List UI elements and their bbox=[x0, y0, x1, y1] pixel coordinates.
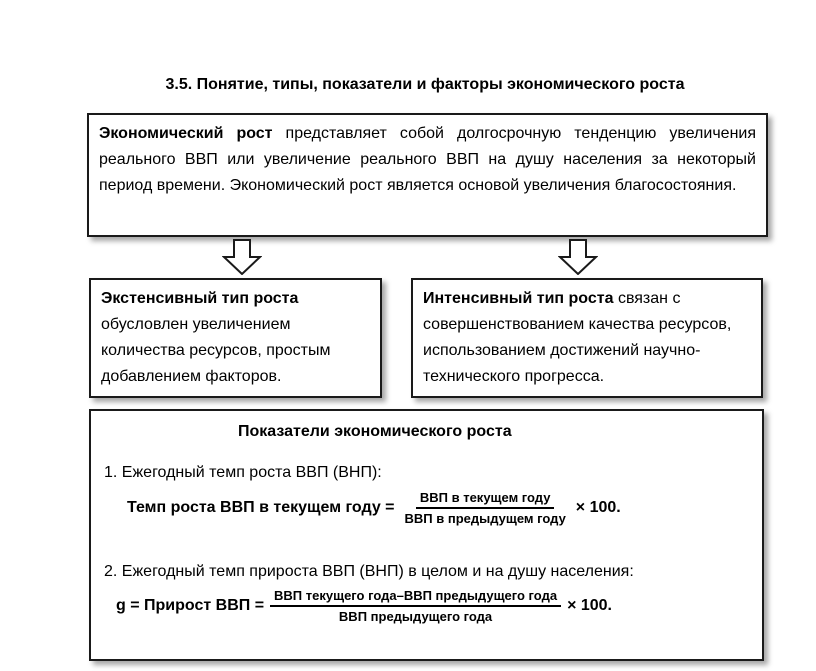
growth-increment-denominator: ВВП предыдущего года bbox=[338, 609, 493, 624]
growth-rate-multiplier: × 100. bbox=[575, 499, 621, 516]
growth-increment-formula bbox=[116, 588, 612, 624]
intensive-growth-body: связан с совершенствованием качества ресурсов, использованием достижений научно-технического прогресса. bbox=[423, 290, 732, 385]
extensive-growth-body: обусловлен увеличением количества ресурсов, простым добавлением факторов. bbox=[101, 316, 331, 385]
growth-rate-numerator: ВВП в текущем году bbox=[416, 490, 555, 509]
growth-increment-lhs: g = Прирост ВВП = bbox=[116, 597, 265, 614]
right-down-arrow-icon bbox=[558, 239, 598, 275]
intensive-growth-box bbox=[411, 278, 763, 398]
extensive-growth-box bbox=[89, 278, 382, 398]
intensive-growth-term: Интенсивный тип роста bbox=[423, 290, 614, 307]
growth-rate-formula bbox=[127, 490, 621, 526]
growth-increment-multiplier: × 100. bbox=[567, 597, 612, 614]
growth-rate-denominator: ВВП в предыдущем году bbox=[404, 511, 566, 526]
extensive-growth-term: Экстенсивный тип роста bbox=[101, 290, 299, 307]
definition-box bbox=[87, 113, 768, 237]
growth-increment-numerator: ВВП текущего года–ВВП предыдущего года bbox=[270, 588, 561, 607]
definition-text bbox=[89, 115, 766, 199]
definition-term: Экономический рост bbox=[99, 125, 273, 142]
left-down-arrow-icon bbox=[222, 239, 262, 275]
growth-rate-lhs: Темп роста ВВП в текущем году = bbox=[127, 499, 395, 516]
indicator-1-label: 1. Ежегодный темп роста ВВП (ВНП): bbox=[104, 464, 382, 481]
definition-body: представляет собой долгосрочную тенденцию увеличения реального ВВП или увеличение реального ВВП на душу населения за некоторый период времени. Экономический рост является основой увеличения благосостояния. bbox=[99, 125, 757, 194]
extensive-growth-text bbox=[91, 280, 380, 390]
indicator-2-label: 2. Ежегодный темп прироста ВВП (ВНП) в целом и на душу населения: bbox=[104, 563, 634, 580]
growth-rate-fraction bbox=[401, 490, 570, 526]
page-title: 3.5. Понятие, типы, показатели и факторы экономического роста bbox=[165, 76, 685, 93]
intensive-growth-text bbox=[413, 280, 761, 390]
indicators-title: Показатели экономического роста bbox=[238, 423, 512, 440]
growth-increment-fraction bbox=[270, 588, 561, 624]
